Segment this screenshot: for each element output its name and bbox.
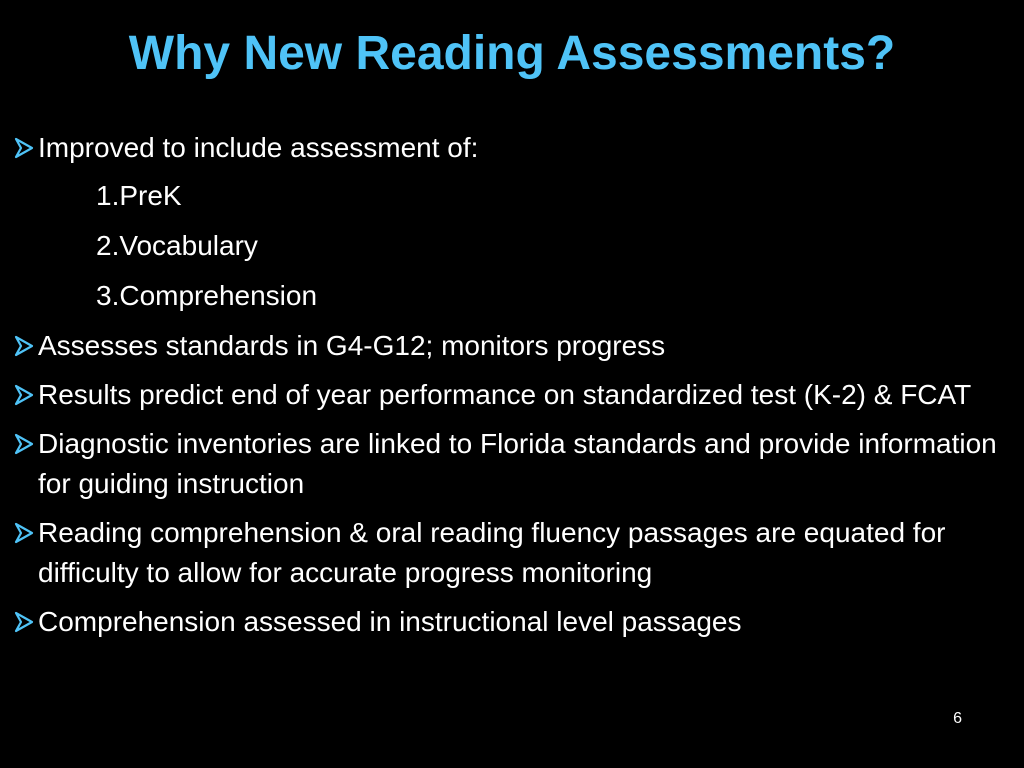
bullet-item: [14, 375, 1004, 415]
page-number: 6: [953, 710, 962, 727]
sublist-item: 3.Comprehension: [96, 280, 318, 311]
bullet-list: [14, 128, 1004, 651]
arrow-bullet-icon: [14, 602, 36, 642]
bullet-text: Reading comprehension & oral reading fluency passages are equated for difficulty to allow for accurate progress monitoring: [38, 517, 946, 588]
bullet-item: [14, 326, 1004, 366]
sublist-item: 2.Vocabulary: [96, 230, 258, 261]
bullet-text: Comprehension assessed in instructional level passages: [38, 606, 742, 637]
slide-title: Why New Reading Assessments?: [128, 27, 896, 80]
arrow-bullet-icon: [14, 128, 36, 168]
bullet-item: [14, 602, 1004, 642]
arrow-bullet-icon: [14, 513, 36, 553]
arrow-bullet-icon: [14, 326, 36, 366]
numbered-sublist: [14, 176, 1004, 316]
arrow-bullet-icon: [14, 424, 36, 464]
arrow-bullet-icon: [14, 375, 36, 415]
bullet-text: Results predict end of year performance on standardized test (K-2) & FCAT: [38, 379, 972, 410]
sublist-item: 1.PreK: [96, 180, 182, 211]
bullet-item: [14, 513, 1004, 593]
bullet-text: Improved to include assessment of:: [38, 132, 479, 163]
bullet-text: Diagnostic inventories are linked to Florida standards and provide information for guiding instruction: [38, 428, 997, 499]
bullet-item: [14, 128, 1004, 168]
bullet-item: [14, 424, 1004, 504]
bullet-text: Assesses standards in G4-G12; monitors progress: [38, 330, 666, 361]
